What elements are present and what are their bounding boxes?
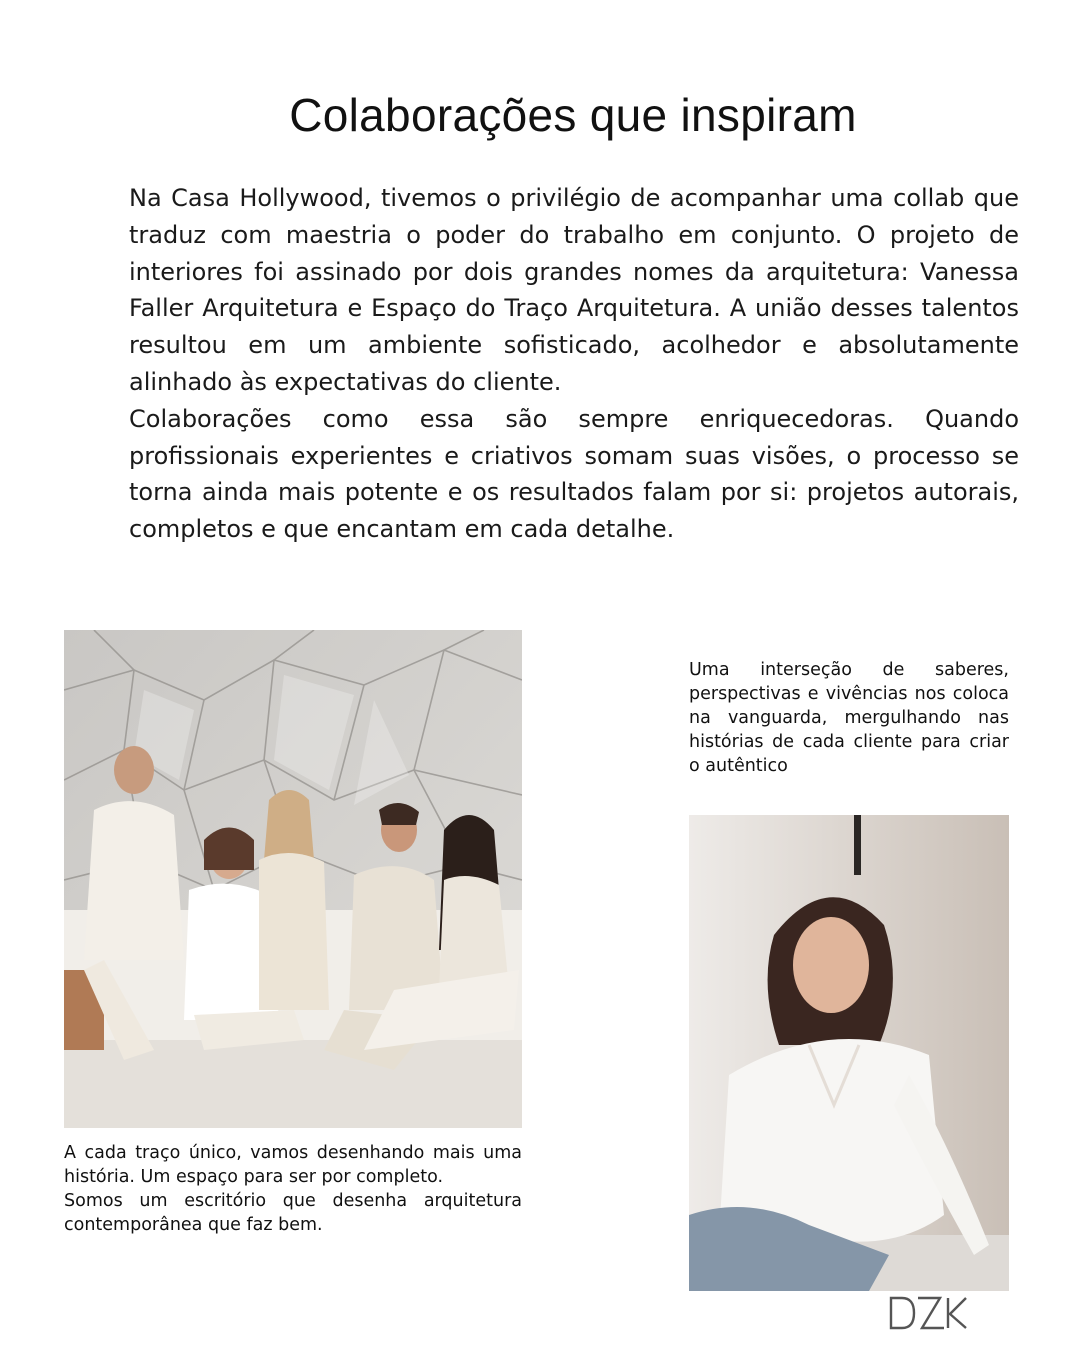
intro-paragraph-2: Colaborações como essa são sempre enriquecedoras. Quando profissionais experientes e criativos somam suas visões, o processo se torna ainda mais potente e os resultados falam por si: projetos autorais, completos e que encantam em cada detalhe. [129,404,1019,544]
page-title: Colaborações que inspiram [289,89,857,141]
team-caption-line-2: Somos um escritório que desenha arquitetura contemporânea que faz bem. [64,1191,522,1235]
dzk-logo [888,1296,968,1330]
team-photo [64,630,522,1128]
intro-text [129,180,1019,548]
portrait-photo [689,815,1009,1291]
team-caption [64,1141,522,1237]
team-caption-line-1: A cada traço único, vamos desenhando mais uma história. Um espaço para ser por completo. [64,1143,522,1187]
intro-paragraph-1: Na Casa Hollywood, tivemos o privilégio de acompanhar uma collab que traduz com maestria o poder do trabalho em conjunto. O projeto de interiores foi assinado por dois grandes nomes da arquitetura: Vanessa Faller Arquitetura e Espaço do Traço Arquitetura. A união desses talentos resultou em um ambiente sofisticado, acolhedor e absolutamente alinhado às expectativas do cliente. [129,184,1019,396]
portrait-caption: Uma interseção de saberes, perspectivas e vivências nos coloca na vanguarda, mergulhando nas histórias de cada cliente para criar o autêntico [689,660,1009,776]
